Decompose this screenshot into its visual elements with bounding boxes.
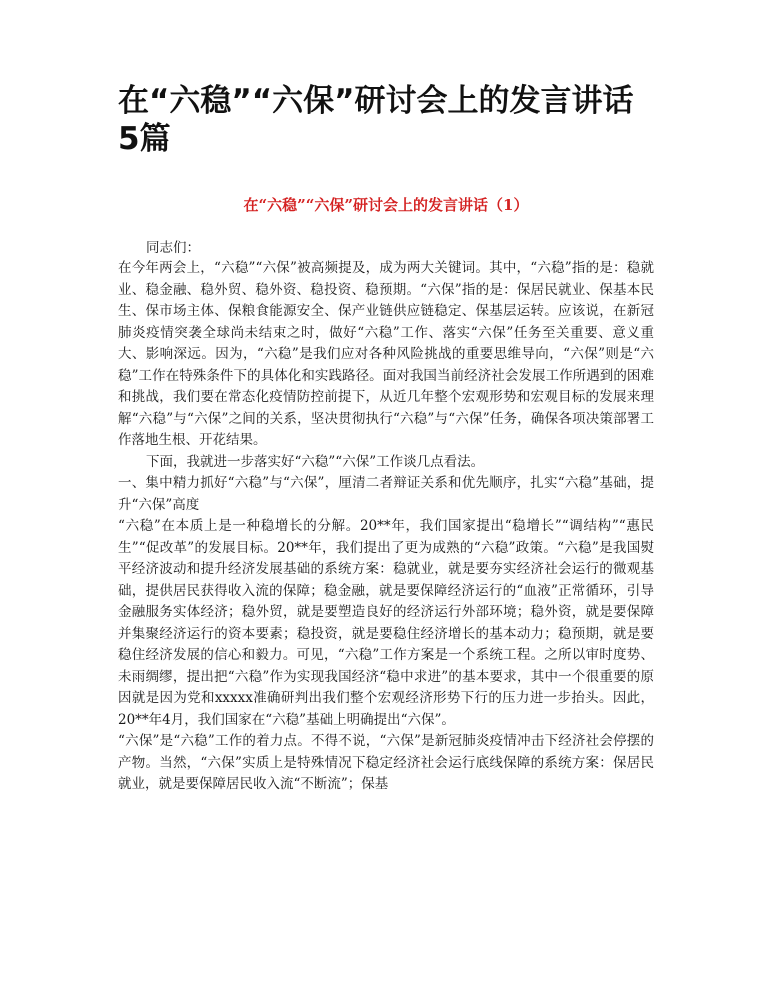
salutation: 同志们： [146, 240, 200, 256]
document-title: 在“六稳”“六保”研讨会上的发言讲话5篇 [118, 83, 634, 157]
paragraph-intro: 在今年两会上，“六稳”“六保”被高频提及，成为两大关键词。其中，“六稳”指的是：稳就业、稳金融、稳外贸、稳外资、稳投资、稳预期。“六保”指的是：保居民就业、保基本民生、保市场主体、保粮食能源安全、保产业链供应链稳定、保基层运转。应该说，在新冠肺炎疫情突袭全球尚未结束之时，做好“六稳”工作、落实“六保”任务至关重要、意义重大、影响深远。因为，“六稳”是我们应对各种风险挑战的重要思维导向，“六保”则是“六稳”工作在特殊条件下的具体化和实践路径。面对我国当前经济社会发展工作所遇到的困难和挑战，我们要在常态化疫情防控前提下，从近几年整个宏观形势和宏观目标的发展来理解“六稳”与“六保”之间的关系，坚决贯彻执行“六稳”与“六保”任务，确保各项决策部署工作落地生根、开花结果。 [118, 260, 654, 448]
section-title: 在“六稳”“六保”研讨会上的发言讲话（1） [243, 196, 529, 214]
paragraph-liubao: “六保”是“六稳”工作的着力点。不得不说，“六保”是新冠肺炎疫情冲击下经济社会停摆的产物。当然，“六保”实质上是特殊情况下稳定经济社会运行底线保障的系统方案：保居民就业，就是要保障居民收入流“不断流”；保基 [118, 733, 654, 792]
heading-point-one: 一、集中精力抓好“六稳”与“六保”，厘清二者辩证关系和优先顺序，扎实“六稳”基础，提升“六保”高度 [118, 475, 654, 513]
paragraph-transition: 下面，我就进一步落实好“六稳”“六保”工作谈几点看法。 [146, 453, 485, 470]
document-page [118, 82, 654, 796]
paragraph-liuwen: “六稳”在本质上是一种稳增长的分解。20**年，我们国家提出“稳增长”“调结构”“惠民生”“促改革”的发展目标。20**年，我们提出了更为成熟的“六稳”政策。“六稳”是我国熨平经济波动和提升经济发展基础的系统方案：稳就业，就是要夯实经济社会运行的微观基础，提供居民获得收入流的保障；稳金融，就是要保障经济运行的“血液”正常循环，引导金融服务实体经济；稳外贸，就是要塑造良好的经济运行外部环境；稳外资，就是要保障并集聚经济运行的资本要素；稳投资，就是要稳住经济增长的基本动力；稳预期，就是要稳住经济发展的信心和毅力。可见，“六稳”工作方案是一个系统工程。之所以审时度势、未雨绸缪，提出把“六稳”作为实现我国经济“稳中求进”的基本要求，其中一个很重要的原因就是因为党和xxxxx准确研判出我们整个宏观经济形势下行的压力进一步抬头。因此，20**年4月，我们国家在“六稳”基础上明确提出“六保”。 [118, 518, 654, 728]
